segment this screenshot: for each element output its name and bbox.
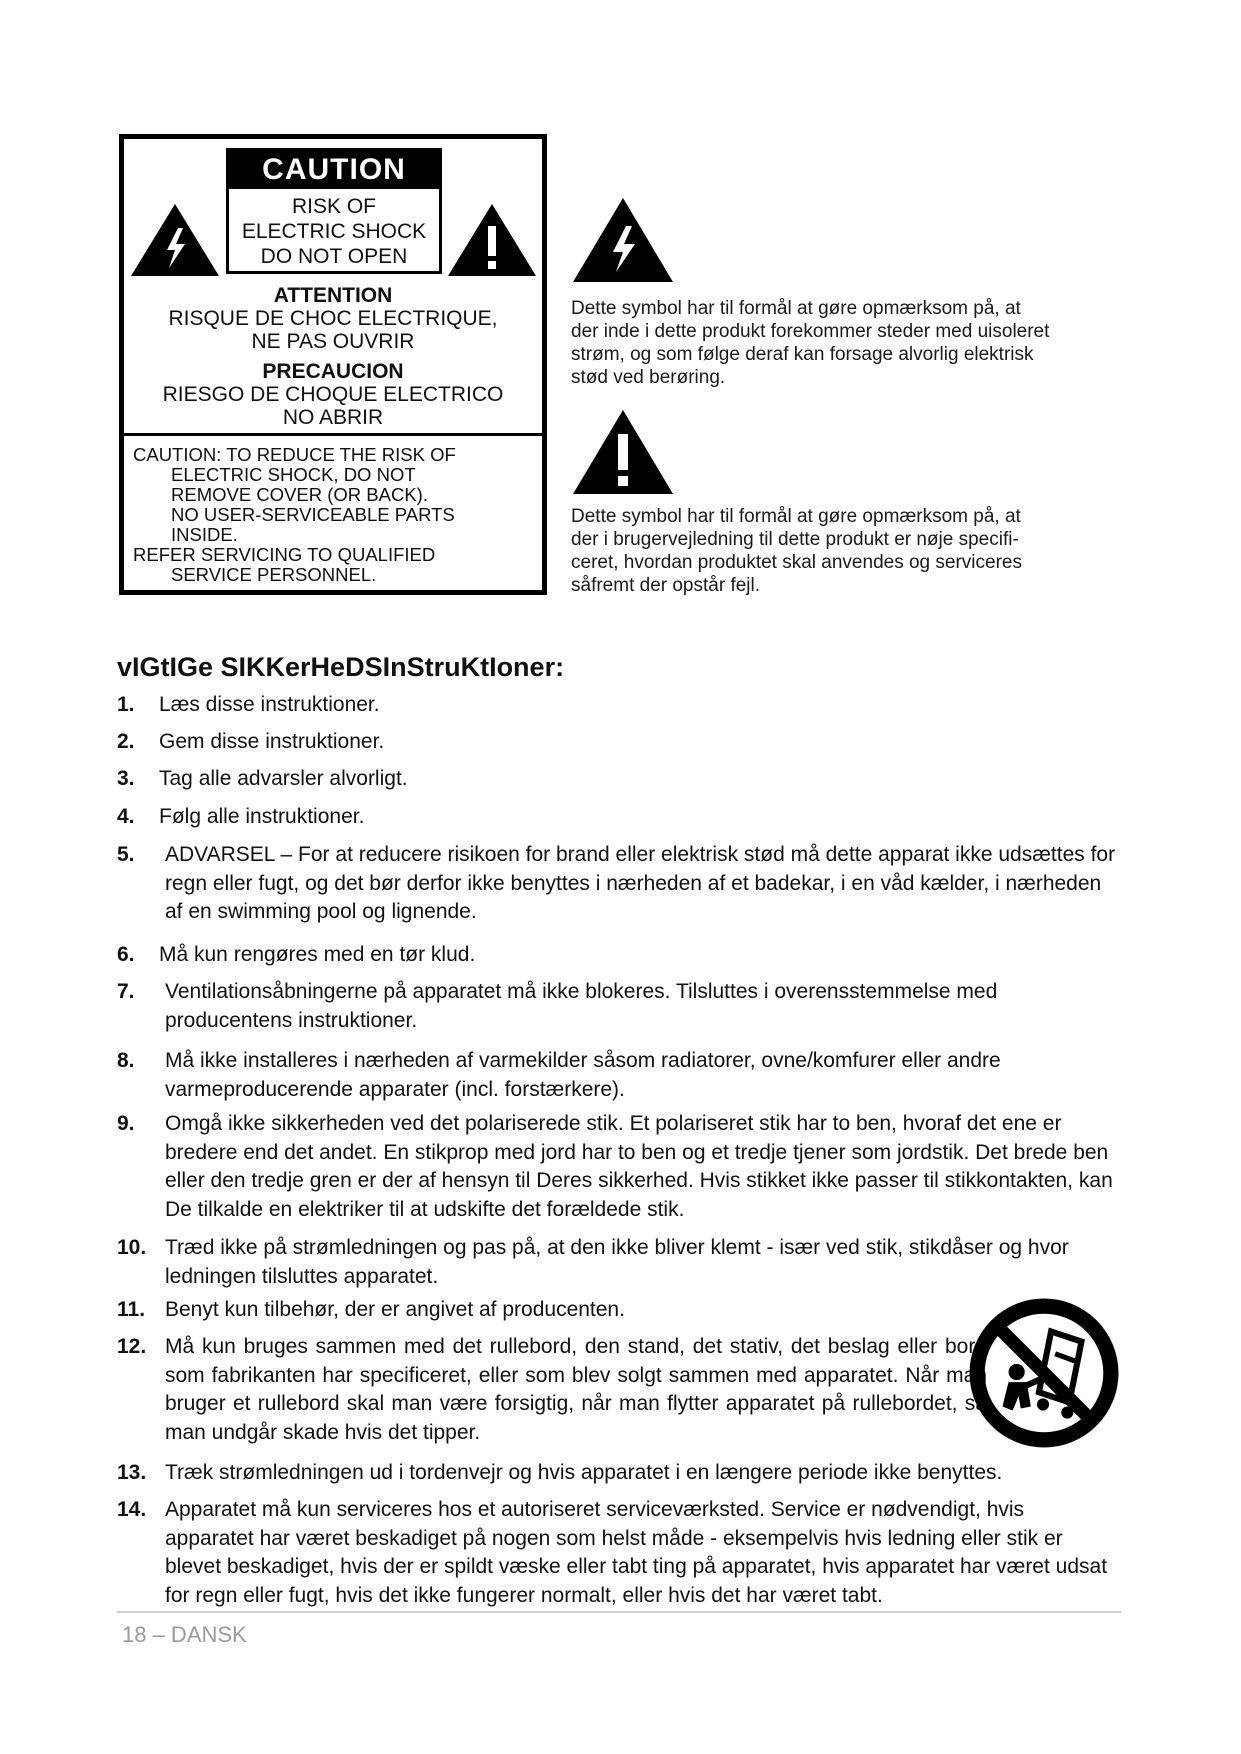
lightning-description <box>571 297 1111 389</box>
caution-text-line: REMOVE COVER (OR BACK). <box>171 484 428 505</box>
description-line: strøm, og som følge deraf kan forsage alvorlig elektrisk <box>571 344 1034 365</box>
item-text: Træk strømledningen ud i tordenvejr og hvis apparatet i en længere periode ikke benyttes. <box>165 1461 1003 1484</box>
spanish-line: RIESGO DE CHOQUE ELECTRICO <box>162 383 504 406</box>
instruction-item <box>117 765 1117 794</box>
item-text: Ventilationsåbningerne på apparatet må ikke blokeres. Tilsluttes i overensstemmelse med producentens instruktioner. <box>165 980 998 1032</box>
item-number: 7. <box>117 980 135 1003</box>
page-footer: 18 – DANSK <box>122 1622 247 1647</box>
caution-text-line: SERVICE PERSONNEL. <box>171 564 377 585</box>
item-text: ADVARSEL – For at reducere risikoen for brand eller elektrisk stød må dette apparat ikke udsættes for regn eller fugt, og det bør derfor ikke benyttes i nærheden af et badekar, i en våd kælder, i nærheden af en swimming pool og lignende. <box>165 843 1116 923</box>
description-line: Dette symbol har til formål at gøre opmærksom på, at <box>571 298 1021 319</box>
exclamation-warning-icon <box>446 202 538 278</box>
item-number: 9. <box>117 1112 135 1135</box>
french-line: RISQUE DE CHOC ELECTRIQUE, <box>168 307 498 330</box>
item-text: Træd ikke på strømledningen og pas på, at den ikke bliver klemt - især ved stik, stikdåser og hvor ledningen tilsluttes apparatet. <box>165 1236 1069 1288</box>
instruction-item <box>117 1459 1117 1488</box>
item-number: 2. <box>117 730 135 753</box>
description-line: der inde i dette produkt forekommer steder med uisoleret <box>571 321 1050 342</box>
item-text: Apparatet må kun serviceres hos et autoriseret serviceværksted. Service er nødvendigt, hvis apparatet har været beskadiget på nogen som helst måde - eksempelvis hvis ledning eller stik er blevet beskadiget, hvis der er spildt væske eller tabt ting på apparatet, hvis apparatet har været udsat for regn eller fugt, hvis det ikke fungerer normalt, eller hvis det har været tabt. <box>165 1498 1108 1607</box>
description-line: såfremt der opstår fejl. <box>571 575 761 596</box>
cart-tipover-warning-icon <box>968 1297 1120 1449</box>
exclamation-description <box>571 505 1111 597</box>
instruction-item <box>117 1047 1117 1104</box>
item-number: 10. <box>117 1236 147 1259</box>
caution-text-line: INSIDE. <box>171 524 238 545</box>
caution-divider <box>122 433 544 436</box>
spanish-line: NO ABRIR <box>282 406 384 429</box>
instruction-item <box>117 728 1117 757</box>
instruction-item <box>117 1333 1117 1447</box>
instruction-item <box>117 1296 1117 1325</box>
description-line: stød ved berøring. <box>571 367 726 388</box>
item-text: Omgå ikke sikkerheden ved det polariserede stik. Et polariseret stik har to ben, hvoraf det ene er bredere end det andet. En stikprop med jord har to ben og et tredje tjener som jordstik. Det brede ben eller den tredje gren er der af hensyn til Deres sikkerhed. Hvis stikket ikke passer til stikkontakten, kan De tilkalde en elektriker til at udskifte det forældede stik. <box>165 1112 1113 1221</box>
item-number: 4. <box>117 805 135 828</box>
french-line: NE PAS OUVRIR <box>251 330 415 353</box>
item-number: 11. <box>117 1298 146 1321</box>
description-line: der i brugervejledning til dette produkt er nøje specifi- <box>571 529 1019 550</box>
caution-text-line: ELECTRIC SHOCK, DO NOT <box>171 464 416 485</box>
risk-line: RISK OF <box>291 195 376 218</box>
item-number: 1. <box>117 693 135 716</box>
caution-title: CAUTION <box>229 151 439 189</box>
lightning-symbol-icon <box>571 196 675 284</box>
risk-line: DO NOT OPEN <box>260 245 408 268</box>
item-text: Læs disse instruktioner. <box>159 693 380 716</box>
item-text: Må kun bruges sammen med det rullebord, den stand, det stativ, det beslag eller bord som fabrikanten har specificeret, eller som blev solgt sammen med apparatet. Når man bruger et rullebord skal man være forsigtig, når man flytter apparatet på rullebordet, så man undgår skade hvis det tipper. <box>165 1335 987 1444</box>
item-text: Benyt kun tilbehør, der er angivet af producenten. <box>165 1298 625 1321</box>
item-number: 8. <box>117 1049 135 1072</box>
item-text: Må ikke installeres i nærheden af varmekilder såsom radiatorer, ovne/komfurer eller andre varmeproducerende apparater (incl. forstærkere). <box>165 1049 1001 1101</box>
caution-text-line: REFER SERVICING TO QUALIFIED <box>133 544 436 565</box>
instruction-item <box>117 1234 1117 1291</box>
instruction-item <box>117 1110 1117 1224</box>
lightning-warning-icon <box>129 202 221 278</box>
risk-line: ELECTRIC SHOCK <box>241 220 427 243</box>
item-text: Gem disse instruktioner. <box>159 730 385 753</box>
instruction-item <box>117 841 1117 927</box>
footer-rule <box>117 1611 1121 1613</box>
caution-text-line: NO USER-SERVICEABLE PARTS <box>171 504 455 525</box>
description-line: Dette symbol har til formål at gøre opmærksom på, at <box>571 506 1021 527</box>
item-number: 3. <box>117 767 135 790</box>
instruction-item <box>117 691 1117 720</box>
item-number: 6. <box>117 943 135 966</box>
exclamation-symbol-icon <box>571 408 675 496</box>
section-heading: vIGtIGe SIKKerHeDSInStruKtIoner: <box>117 652 565 682</box>
caution-text-line: CAUTION: TO REDUCE THE RISK OF <box>133 444 456 465</box>
spanish-heading: PRECAUCION <box>262 360 404 383</box>
item-number: 5. <box>117 843 135 866</box>
french-heading: ATTENTION <box>273 284 393 307</box>
item-text: Følg alle instruktioner. <box>159 805 365 828</box>
instruction-item <box>117 978 1117 1035</box>
item-number: 12. <box>117 1335 147 1358</box>
item-text: Må kun rengøres med en tør klud. <box>159 943 476 966</box>
instruction-item <box>117 803 1117 832</box>
item-number: 13. <box>117 1461 147 1484</box>
item-text: Tag alle advarsler alvorligt. <box>159 767 408 790</box>
instruction-item <box>117 1496 1117 1610</box>
instruction-item <box>117 941 1117 970</box>
description-line: ceret, hvordan produktet skal anvendes og serviceres <box>571 552 1022 573</box>
item-number: 14. <box>117 1498 147 1521</box>
